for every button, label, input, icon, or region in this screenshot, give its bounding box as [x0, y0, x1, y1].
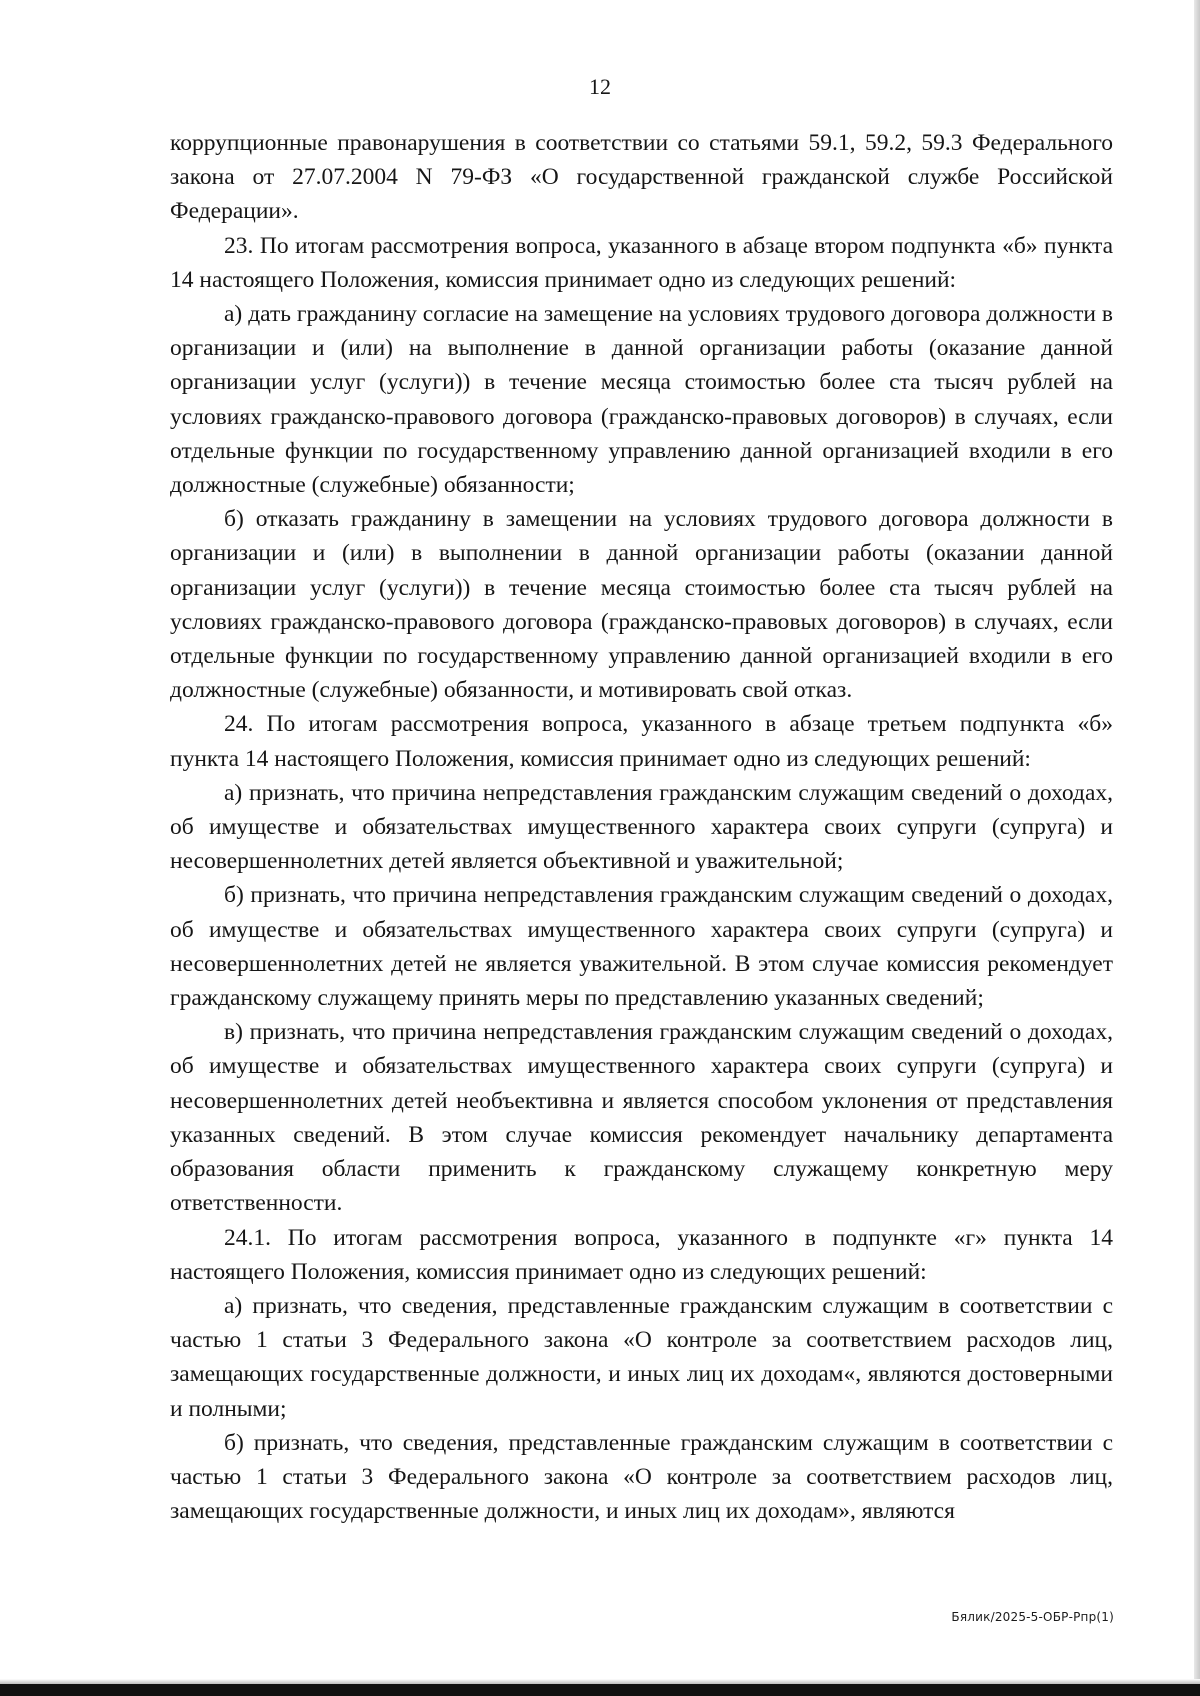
paragraph-continuation: коррупционные правонарушения в соответствии со статьями 59.1, 59.2, 59.3 Федерального закона от 27.07.2004 N 79-ФЗ «О государственной гражданской службе Российской Федерации».: [170, 130, 1113, 225]
scan-right-edge: [1194, 0, 1200, 1696]
clause-24-item-b: б) признать, что причина непредставления гражданским служащим сведений о доходах, об имуществе и обязательствах имущественного характера своих супруги (супруга) и несовершеннолетних детей не является уважительной. В этом случае комиссия рекомендует гражданскому служащему принять меры по представлению указанных сведений;: [170, 882, 1113, 1012]
document-code: Бялик/2025-5-ОБР-Рпр(1): [951, 1610, 1114, 1624]
clause-24-item-v: в) признать, что причина непредставления гражданским служащим сведений о доходах, об имуществе и обязательствах имущественного характера своих супруги (супруга) и несовершеннолетних детей необъективна и является способом уклонения от представления указанных сведений. В этом случае комиссия рекомендует начальнику департамента образования области применить к гражданскому служащему конкретную меру ответственности.: [170, 1019, 1113, 1217]
clause-24: 24. По итогам рассмотрения вопроса, указанного в абзаце третьем подпункта «б» пункта 14 настоящего Положения, комиссия принимает одно из следующих решений:: [170, 711, 1113, 772]
clause-24-item-a: а) признать, что причина непредставления гражданским служащим сведений о доходах, об имуществе и обязательствах имущественного характера своих супруги (супруга) и несовершеннолетних детей является объективной и уважительной;: [170, 779, 1113, 875]
scan-bottom-edge: [0, 1684, 1200, 1696]
clause-24-1-item-b: б) признать, что сведения, представленные гражданским служащим в соответствии с частью 1 статьи 3 Федерального закона «О контроле за соответствием расходов лиц, замещающих государственные должности, и иных лиц их доходам», являются: [170, 1429, 1113, 1525]
clause-24-1: 24.1. По итогам рассмотрения вопроса, указанного в подпункте «г» пункта 14 настоящего Положения, комиссия принимает одно из следующих решений:: [170, 1224, 1113, 1285]
document-body: [170, 126, 1113, 1528]
page-number: 12: [589, 74, 611, 99]
clause-23: 23. По итогам рассмотрения вопроса, указанного в абзаце втором подпункта «б» пункта 14 настоящего Положения, комиссия принимает одно из следующих решений:: [170, 232, 1113, 293]
clause-23-item-b: б) отказать гражданину в замещении на условиях трудового договора должности в организации и (или) в выполнении в данной организации работы (оказании данной организации услуг (услуги)) в течение месяца стоимостью более ста тысяч рублей на условиях гражданско-правового договора (гражданско-правовых договоров) в случаях, если отдельные функции по государственному управлению данной организацией входили в его должностные (служебные) обязанности, и мотивировать свой отказ.: [170, 506, 1113, 704]
clause-24-1-item-a: а) признать, что сведения, представленные гражданским служащим в соответствии с частью 1 статьи 3 Федерального закона «О контроле за соответствием расходов лиц, замещающих государственные должности, и иных лиц их доходам«, являются достоверными и полными;: [170, 1292, 1113, 1422]
clause-23-item-a: а) дать гражданину согласие на замещение на условиях трудового договора должности в организации и (или) на выполнение в данной организации работы (оказание данной организации услуг (услуги)) в течение месяца стоимостью более ста тысяч рублей на условиях гражданско-правового договора (гражданско-правовых договоров) в случаях, если отдельные функции по государственному управлению данной организацией входили в его должностные (служебные) обязанности;: [170, 301, 1113, 499]
